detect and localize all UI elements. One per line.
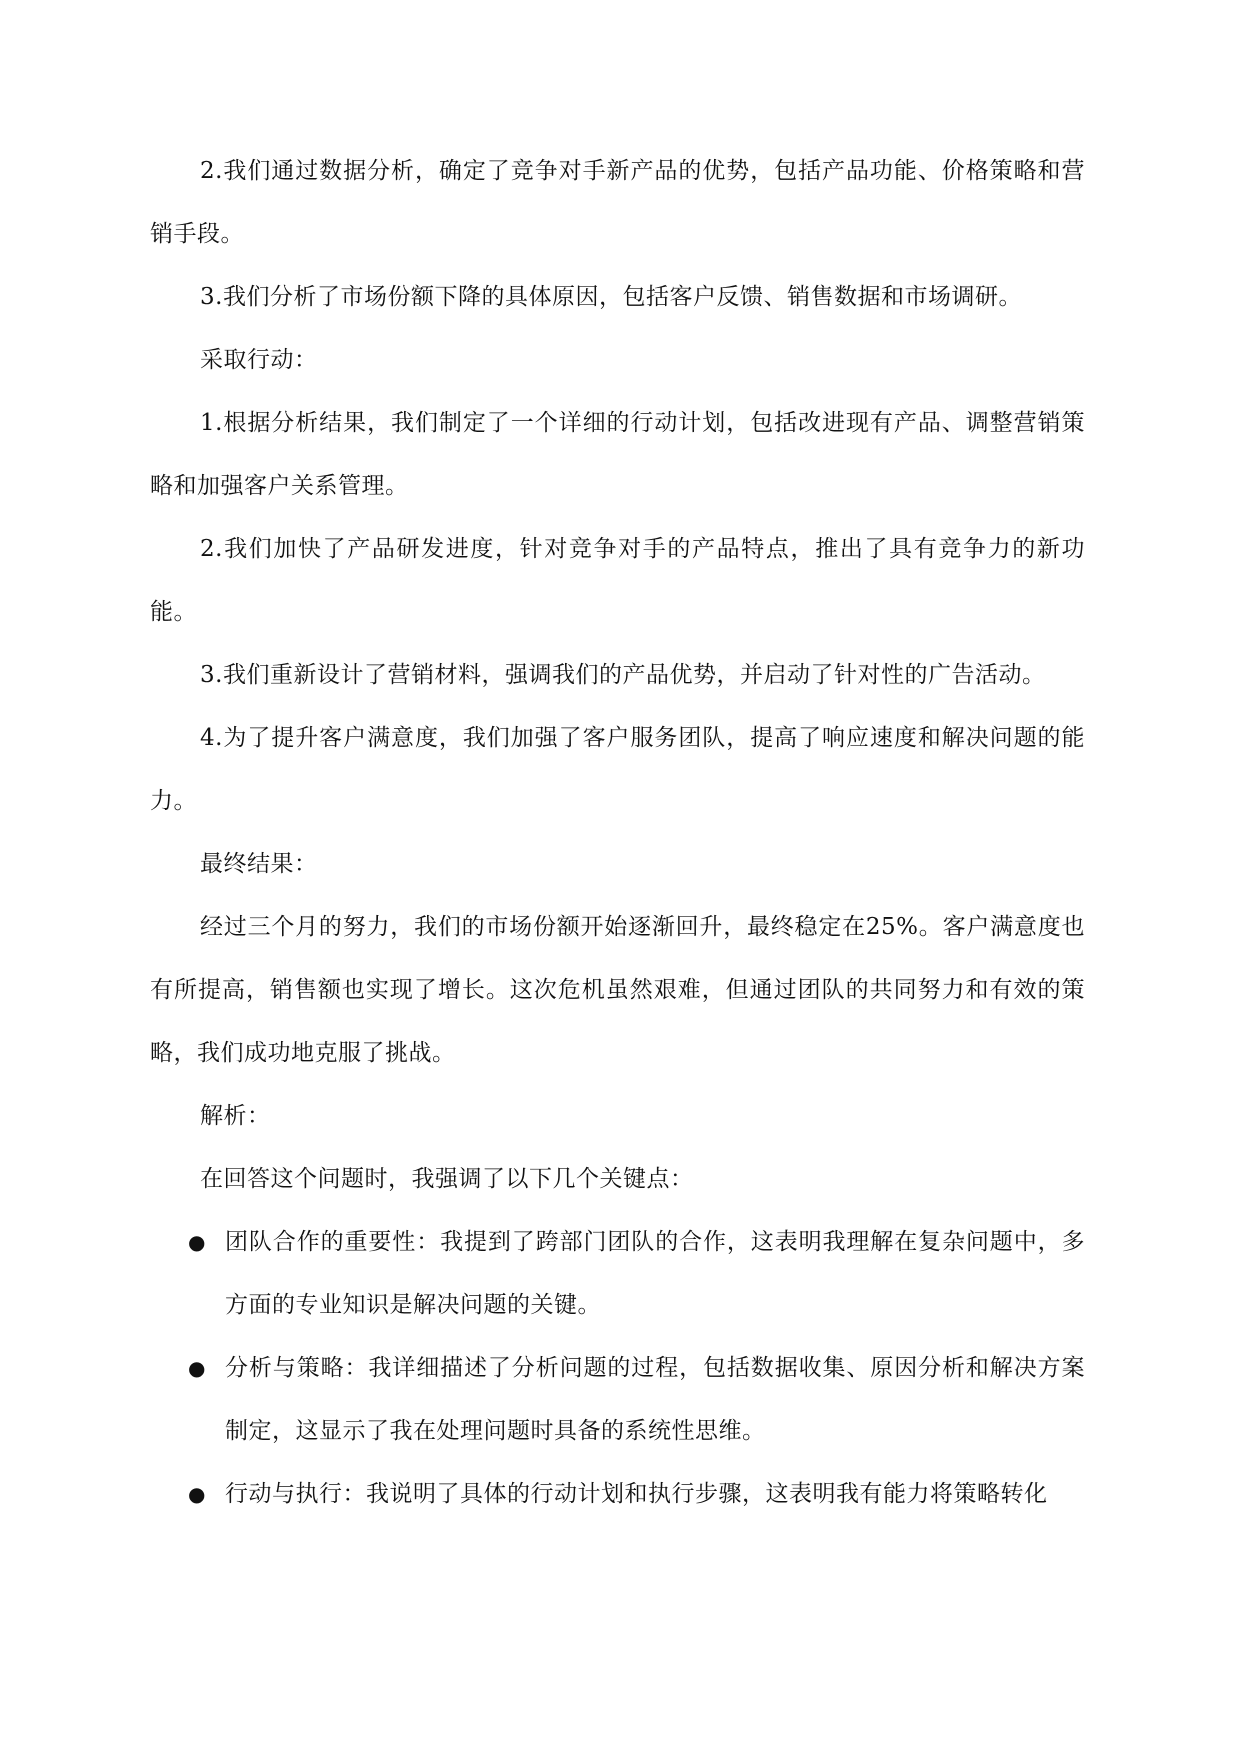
- bullet-icon: ●: [188, 1230, 206, 1254]
- key-points-list: [150, 1211, 1085, 1526]
- list-item-text: 分析与策略：我详细描述了分析问题的过程，包括数据收集、原因分析和解决方案制定，这显示了我在处理问题时具备的系统性思维。: [225, 1355, 1085, 1444]
- section-heading-result: 最终结果：: [200, 851, 318, 877]
- paragraph: 2.我们加快了产品研发进度，针对竞争对手的产品特点，推出了具有竞争力的新功能。: [150, 536, 1085, 625]
- paragraph: 3.我们分析了市场份额下降的具体原因，包括客户反馈、销售数据和市场调研。: [200, 284, 1022, 310]
- list-item: [150, 1337, 1085, 1463]
- section-heading-analysis: 解析：: [200, 1103, 271, 1129]
- paragraph: 在回答这个问题时，我强调了以下几个关键点：: [200, 1166, 694, 1192]
- paragraph: 4.为了提升客户满意度，我们加强了客户服务团队，提高了响应速度和解决问题的能力。: [150, 725, 1085, 814]
- list-item-text: 团队合作的重要性：我提到了跨部门团队的合作，这表明我理解在复杂问题中，多方面的专业知识是解决问题的关键。: [225, 1229, 1085, 1318]
- document-body: [150, 140, 1085, 1526]
- bullet-icon: ●: [188, 1482, 206, 1506]
- section-heading-action: 采取行动：: [200, 347, 318, 373]
- list-item-text: 行动与执行：我说明了具体的行动计划和执行步骤，这表明我有能力将策略转化: [225, 1481, 1048, 1507]
- paragraph: 经过三个月的努力，我们的市场份额开始逐渐回升，最终稳定在25%。客户满意度也有所提高，销售额也实现了增长。这次危机虽然艰难，但通过团队的共同努力和有效的策略，我们成功地克服了挑战。: [150, 914, 1085, 1066]
- paragraph: 1.根据分析结果，我们制定了一个详细的行动计划，包括改进现有产品、调整营销策略和加强客户关系管理。: [150, 410, 1085, 499]
- list-item: [150, 1463, 1085, 1526]
- paragraph: 2.我们通过数据分析，确定了竞争对手新产品的优势，包括产品功能、价格策略和营销手段。: [150, 158, 1085, 247]
- bullet-icon: ●: [188, 1356, 206, 1380]
- paragraph: 3.我们重新设计了营销材料，强调我们的产品优势，并启动了针对性的广告活动。: [200, 662, 1046, 688]
- list-item: [150, 1211, 1085, 1337]
